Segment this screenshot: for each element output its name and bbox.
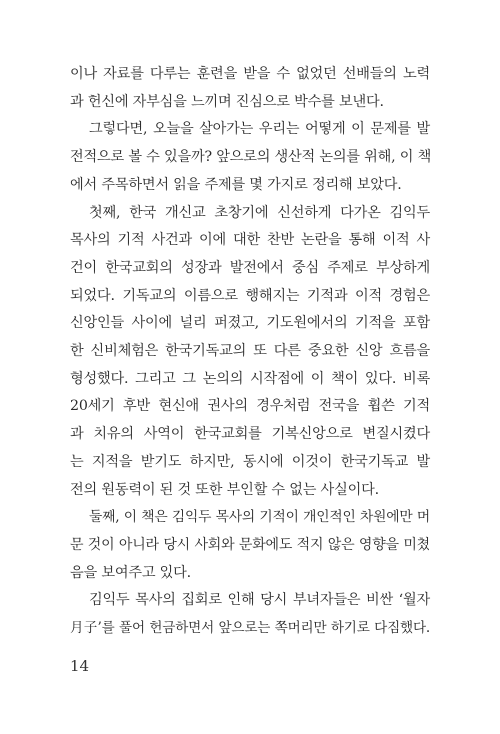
body-text-line: 음을 보여주고 있다. bbox=[70, 564, 191, 581]
body-text-line: 과 헌신에 자부심을 느끼며 진심으로 박수를 보낸다. bbox=[70, 93, 384, 110]
body-text-line: 김익두 목사의 집회로 인해 당시 부녀자들은 비싼 ‘월자 bbox=[89, 592, 430, 609]
body-text-line: 형성했다. 그리고 그 논의의 시작점에 이 책이 있다. 비록 bbox=[70, 370, 430, 387]
body-text-line: 에서 주목하면서 읽을 주제를 몇 가지로 정리해 보았다. bbox=[70, 176, 402, 193]
body-text-line: 한 신비체험은 한국기독교의 또 다른 중요한 신앙 흐름을 bbox=[70, 343, 430, 359]
page-number: 14 bbox=[70, 657, 90, 675]
body-text-line: 月子’를 풀어 헌금하면서 앞으로는 쪽머리만 하기로 다짐했다. bbox=[70, 620, 430, 636]
body-text-line: 첫째, 한국 개신교 초창기에 신선하게 다가온 김익두 bbox=[89, 204, 430, 221]
body-text-line: 신앙인들 사이에 널리 퍼졌고, 기도원에서의 기적을 포함 bbox=[70, 315, 430, 332]
body-text-line: 목사의 기적 사건과 이에 대한 찬반 논란을 통해 이적 사 bbox=[70, 232, 430, 249]
body-text-line: 문 것이 아니라 당시 사회와 문화에도 적지 않은 영향을 미쳤 bbox=[70, 536, 430, 553]
body-text-line: 이나 자료를 다루는 훈련을 받을 수 없었던 선배들의 노력 bbox=[70, 66, 430, 82]
body-text-line: 되었다. 기독교의 이름으로 행해지는 기적과 이적 경험은 bbox=[70, 287, 430, 304]
body-text-line: 전적으로 볼 수 있을까? 앞으로의 생산적 논의를 위해, 이 책 bbox=[70, 149, 432, 166]
body-text-line: 20세기 후반 현신애 권사의 경우처럼 전국을 휩쓴 기적 bbox=[70, 398, 430, 415]
body-text-line: 둘째, 이 책은 김익두 목사의 기적이 개인적인 차원에만 머 bbox=[89, 509, 430, 526]
body-text-line: 전의 원동력이 된 것 또한 부인할 수 없는 사실이다. bbox=[70, 481, 379, 498]
body-text-line: 건이 한국교회의 성장과 발전에서 중심 주제로 부상하게 bbox=[70, 259, 430, 276]
body-text-line: 그렇다면, 오늘을 살아가는 우리는 어떻게 이 문제를 발 bbox=[89, 121, 430, 138]
body-text-line: 는 지적을 받기도 하지만, 동시에 이것이 한국기독교 발 bbox=[70, 453, 430, 470]
body-text-line: 과 치유의 사역이 한국교회를 기복신앙으로 변질시켰다 bbox=[70, 426, 430, 443]
